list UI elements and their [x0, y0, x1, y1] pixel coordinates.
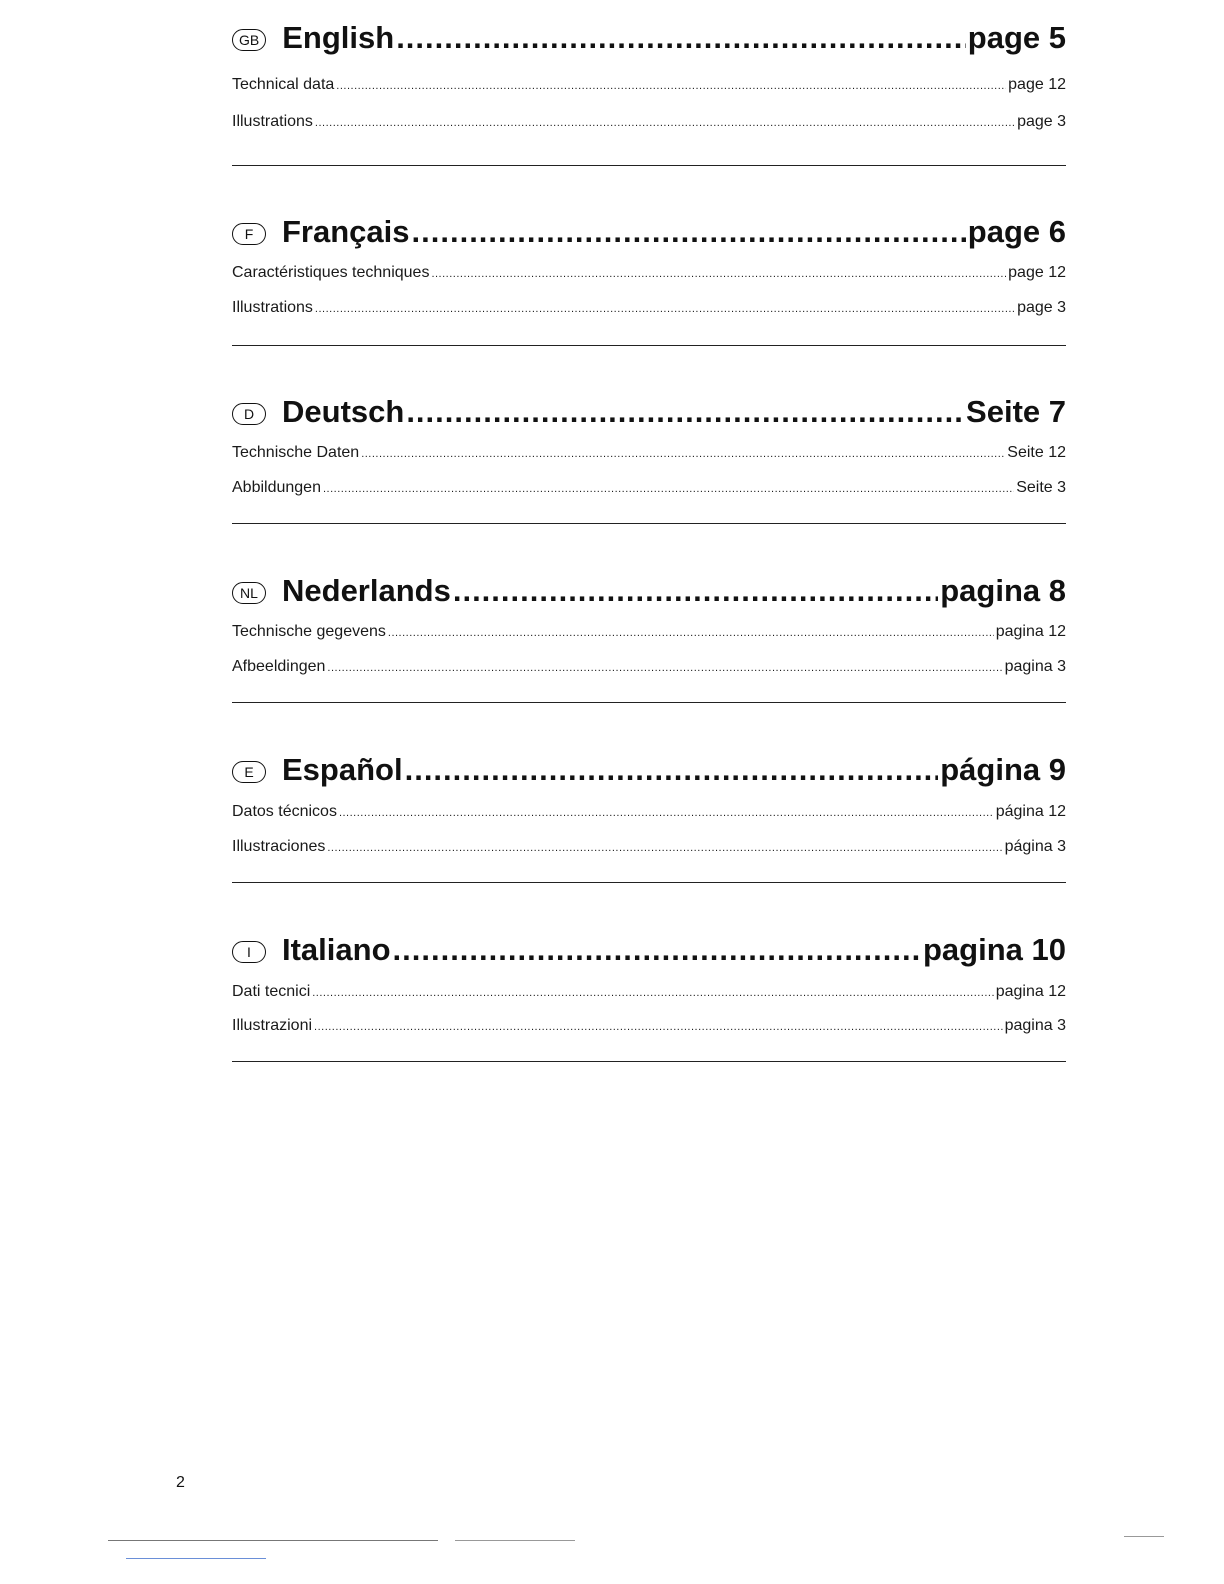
scan-artifact-line: [455, 1540, 575, 1541]
leader-dots: [388, 627, 994, 639]
toc-entry-label: Illustrations: [232, 299, 313, 316]
leader-dots: [406, 394, 964, 430]
language-title: Español: [282, 752, 403, 787]
toc-entry-page: página 12: [995, 803, 1066, 820]
toc-section-italiano: [232, 883, 1066, 1062]
toc-section-english: [232, 14, 1066, 166]
toc-entry-page: página 3: [1004, 838, 1066, 855]
toc-entry-label: Illustrations: [232, 113, 313, 130]
language-badge-icon: I: [232, 941, 266, 963]
toc-entry[interactable]: [232, 76, 1066, 94]
language-badge-icon: E: [232, 761, 266, 783]
leader-dots: [327, 662, 1002, 674]
language-badge-icon: F: [232, 223, 266, 245]
leader-dots: [314, 1021, 1003, 1033]
toc-heading[interactable]: [232, 14, 1066, 56]
toc-entry[interactable]: [232, 444, 1066, 462]
toc-heading[interactable]: [232, 883, 1066, 968]
toc-entry-page: pagina 12: [995, 623, 1066, 640]
scan-artifact-line: [108, 1540, 438, 1541]
leader-dots: [453, 573, 938, 609]
leader-dots: [405, 752, 939, 788]
leader-dots: [323, 483, 1014, 495]
leader-dots: [396, 20, 966, 56]
toc-entry-page: Seite 12: [1007, 444, 1066, 461]
leader-dots: [431, 268, 1006, 280]
toc-heading[interactable]: [232, 346, 1066, 430]
toc-entry-label: Illustraciones: [232, 838, 326, 855]
leader-dots: [339, 807, 994, 819]
language-page-ref: page 5: [967, 20, 1066, 55]
language-page-ref: page 6: [967, 214, 1066, 249]
leader-dots: [315, 117, 1015, 129]
toc-entry-page: page 3: [1017, 113, 1066, 130]
language-title: Nederlands: [282, 573, 451, 608]
language-title: English: [282, 20, 395, 55]
language-title: Italiano: [282, 932, 391, 967]
language-badge-icon: NL: [232, 582, 266, 604]
toc-entry-page: pagina 3: [1004, 1017, 1066, 1034]
scan-artifact-line: [1124, 1536, 1164, 1537]
toc-entry[interactable]: [232, 1017, 1066, 1035]
toc-entry-page: Seite 3: [1016, 479, 1066, 496]
toc-entry-label: Datos técnicos: [232, 803, 337, 820]
leader-dots: [312, 987, 993, 999]
toc-entry-label: Technical data: [232, 76, 335, 93]
toc-entry-page: pagina 3: [1004, 658, 1066, 675]
toc-entry-label: Illustrazioni: [232, 1017, 313, 1034]
toc-entry-label: Caractéristiques techniques: [232, 264, 430, 281]
scan-artifact-line: [126, 1558, 266, 1559]
toc-entry[interactable]: [232, 264, 1066, 282]
page-number: 2: [176, 1474, 185, 1491]
toc-entry[interactable]: [232, 983, 1066, 1001]
toc-entry[interactable]: [232, 299, 1066, 317]
leader-dots: [327, 842, 1002, 854]
language-page-ref: pagina 8: [940, 573, 1066, 608]
toc-section-francais: [232, 166, 1066, 346]
toc-entry-label: Abbildungen: [232, 479, 321, 496]
language-page-ref: Seite 7: [966, 394, 1066, 429]
leader-dots: [412, 214, 966, 250]
toc-heading[interactable]: [232, 524, 1066, 609]
language-title: Deutsch: [282, 394, 405, 429]
toc-entry-page: page 12: [1008, 76, 1066, 93]
toc-section-nederlands: [232, 524, 1066, 703]
language-page-ref: pagina 10: [923, 932, 1066, 967]
language-badge-icon: GB: [232, 29, 266, 51]
toc-entry-page: pagina 12: [995, 983, 1066, 1000]
language-page-ref: página 9: [940, 752, 1066, 787]
toc-entry-label: Technische gegevens: [232, 623, 386, 640]
toc-entry-page: page 3: [1017, 299, 1066, 316]
toc-heading[interactable]: [232, 166, 1066, 250]
toc-section-espanol: [232, 703, 1066, 883]
toc-section-deutsch: [232, 346, 1066, 524]
toc-entry-label: Technische Daten: [232, 444, 360, 461]
toc-entry-label: Afbeeldingen: [232, 658, 326, 675]
leader-dots: [336, 80, 1006, 92]
toc-heading[interactable]: [232, 703, 1066, 788]
toc-entry[interactable]: [232, 479, 1066, 497]
language-badge-icon: D: [232, 403, 266, 425]
language-title: Français: [282, 214, 410, 249]
leader-dots: [393, 932, 921, 968]
leader-dots: [361, 448, 1005, 460]
toc-entry[interactable]: [232, 113, 1066, 131]
toc-entry[interactable]: [232, 803, 1066, 821]
toc-entry[interactable]: [232, 838, 1066, 856]
toc-entry[interactable]: [232, 658, 1066, 676]
toc-entry-label: Dati tecnici: [232, 983, 311, 1000]
leader-dots: [315, 303, 1015, 315]
toc-entry[interactable]: [232, 623, 1066, 641]
toc-entry-page: page 12: [1008, 264, 1066, 281]
table-of-contents: [232, 14, 1066, 1062]
